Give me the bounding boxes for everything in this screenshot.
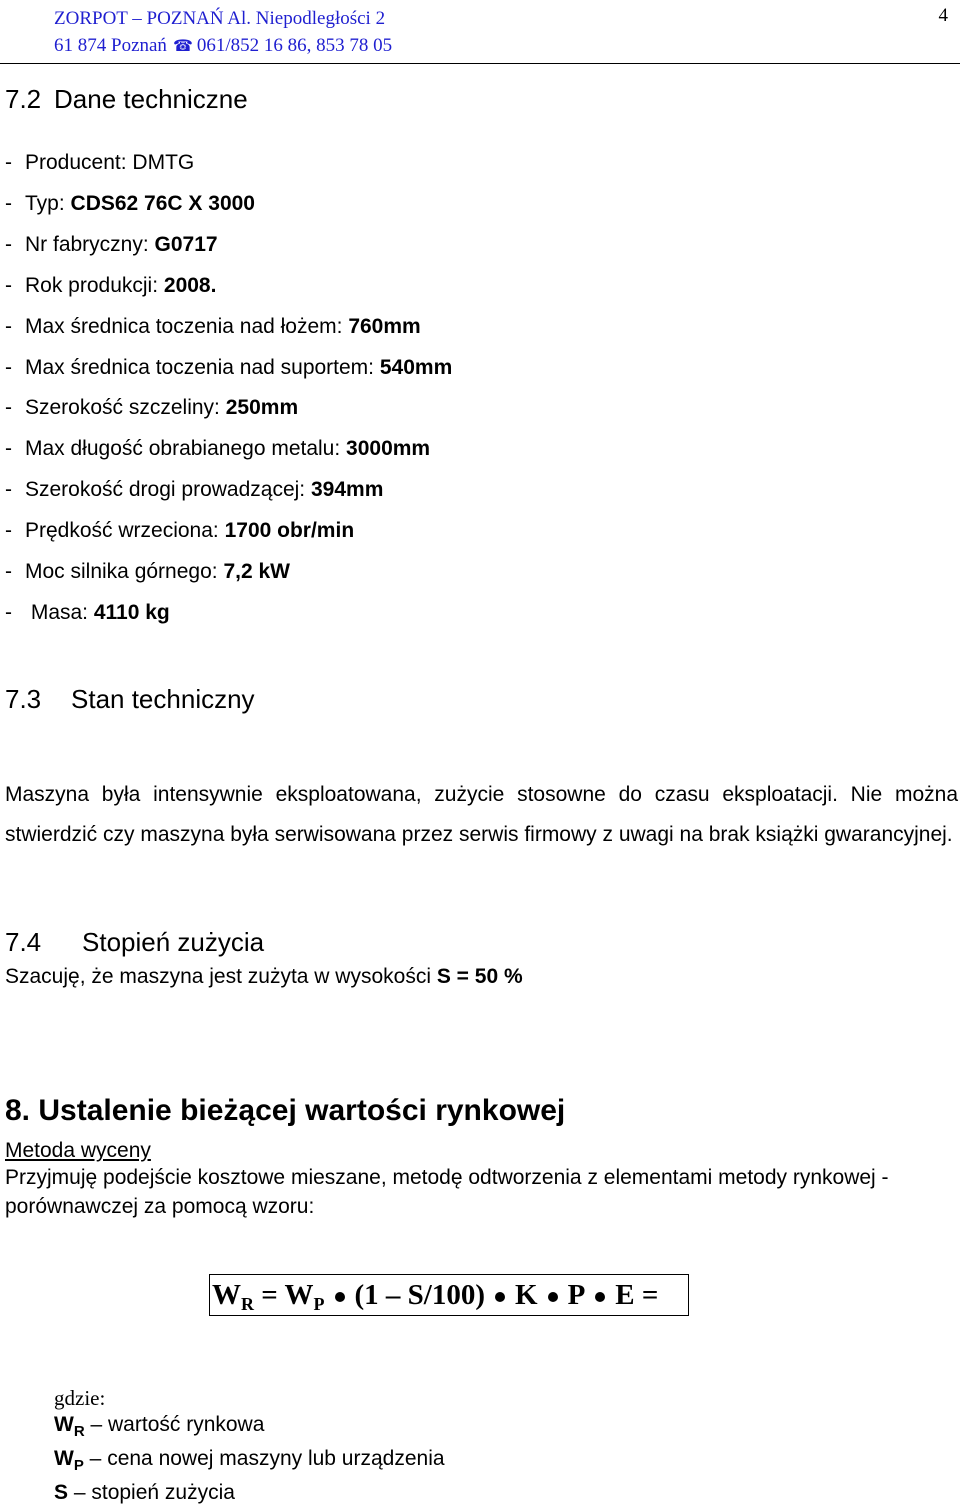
legend-intro: gdzie: <box>54 1386 106 1410</box>
spec-label: Max średnica toczenia nad łożem: <box>25 314 349 338</box>
list-dash: - <box>5 314 12 338</box>
formula-k: K <box>515 1279 538 1311</box>
spec-item <box>5 511 452 552</box>
list-dash: - <box>5 273 12 297</box>
spec-label: Rok produkcji: <box>25 273 164 297</box>
header-divider <box>0 63 960 64</box>
spec-value: 3000mm <box>346 437 431 461</box>
list-dash: - <box>5 519 12 543</box>
header-city: 61 874 Poznań <box>54 35 167 56</box>
formula-e: E = <box>615 1279 659 1311</box>
formula-sub-r: R <box>241 1294 254 1314</box>
section-title: Dane techniczne <box>54 84 248 114</box>
legend-symbol-subscript: R <box>73 1423 85 1441</box>
spec-item <box>5 143 452 184</box>
spec-label: Szerokość drogi prowadzącej: <box>25 478 311 502</box>
legend-symbol-letter: W <box>54 1447 74 1471</box>
section-7-2-heading <box>5 84 248 115</box>
list-dash: - <box>5 151 12 174</box>
method-intro-text: Przyjmuję podejście kosztowe mieszane, metodę odtworzenia z elementami metody rynkowej - porównawczej za pomocą wzoru: <box>5 1166 889 1218</box>
telephone-icon: ☎ <box>172 38 193 55</box>
spec-label: Szerokość szczeliny: <box>25 396 226 420</box>
legend-symbol <box>54 1413 85 1441</box>
spec-label: Max długość obrabianego metalu: <box>25 437 347 461</box>
spec-value: G0717 <box>154 232 218 256</box>
page-number: 4 <box>938 5 948 26</box>
section-number: 7.4 <box>5 927 42 957</box>
spec-label: Prędkość wrzeciona: <box>25 519 225 543</box>
formula-w: W <box>212 1279 241 1311</box>
list-dash: - <box>5 560 12 584</box>
technical-data-list <box>5 143 452 634</box>
spec-label: Max średnica toczenia nad suportem: <box>25 355 380 379</box>
header-company: ZORPOT – POZNAŃ Al. Niepodległości 2 <box>54 8 386 29</box>
list-dash: - <box>5 600 12 624</box>
spec-item <box>5 266 452 307</box>
list-dash: - <box>5 478 12 502</box>
wear-degree-text <box>5 965 523 989</box>
spec-label: Masa: <box>25 600 94 624</box>
spec-label: Producent: <box>25 151 133 174</box>
formula-sub-p: P <box>313 1294 325 1314</box>
spec-value: 2008. <box>163 273 217 297</box>
section-7-4-heading <box>5 927 264 958</box>
spec-value: 394mm <box>310 478 384 502</box>
legend-symbol <box>54 1481 68 1504</box>
spec-value: DMTG <box>132 151 195 174</box>
spec-item <box>5 225 452 266</box>
legend-symbol-letter: W <box>54 1413 74 1436</box>
formula-eq: = W <box>254 1279 314 1311</box>
section-number: 7.3 <box>5 684 42 714</box>
spec-value: 540mm <box>379 355 453 379</box>
legend-description: – stopień zużycia <box>68 1481 235 1505</box>
section-8-heading: 8. Ustalenie bieżącej wartości rynkowej <box>5 1094 566 1127</box>
bullet-dot <box>495 1292 505 1302</box>
spec-item <box>5 307 452 348</box>
header-contact <box>54 32 392 60</box>
technical-condition-text: Maszyna była intensywnie eksploatowana, zużycie stosowne do czasu eksploatacji. Nie można stwierdzić czy maszyna była serwisowana przez serwis firmowy z uwagi na brak książki gwarancyjnej. <box>5 783 958 846</box>
section-number: 7.2 <box>5 84 42 114</box>
list-dash: - <box>5 232 12 256</box>
spec-item <box>5 470 452 511</box>
spec-item <box>5 552 452 593</box>
legend-item <box>54 1445 445 1479</box>
legend-symbol-letter: S <box>54 1481 69 1505</box>
legend-symbol <box>54 1447 84 1475</box>
formula-legend <box>54 1411 445 1506</box>
spec-item <box>5 184 452 225</box>
spec-value: CDS62 76C X 3000 <box>70 191 255 215</box>
spec-value: 1700 obr/min <box>224 519 355 543</box>
list-dash: - <box>5 355 12 379</box>
spec-item <box>5 429 452 470</box>
legend-description: – wartość rynkowa <box>84 1413 265 1436</box>
list-dash: - <box>5 396 12 420</box>
spec-item <box>5 348 452 389</box>
formula-wear-factor: (1 – S/100) <box>354 1279 486 1311</box>
spec-value: 760mm <box>348 314 421 338</box>
method-label: Metoda wyceny <box>5 1139 151 1162</box>
bullet-dot <box>595 1292 605 1302</box>
section-title: Stopień zużycia <box>82 927 265 957</box>
legend-description: – cena nowej maszyny lub urządzenia <box>83 1447 445 1471</box>
spec-value: 4110 kg <box>93 600 170 624</box>
formula-p: P <box>567 1279 586 1311</box>
spec-value: 7,2 kW <box>223 560 290 584</box>
wear-degree-value: S = 50 % <box>436 965 523 988</box>
legend-item <box>54 1411 445 1445</box>
legend-item <box>54 1479 445 1506</box>
section-7-3-heading <box>5 684 255 715</box>
header-phone: 061/852 16 86, 853 78 05 <box>196 35 393 56</box>
page-header <box>54 5 392 60</box>
bullet-dot <box>548 1292 558 1302</box>
spec-label: Nr fabryczny: <box>25 232 155 256</box>
spec-value: 250mm <box>225 396 299 420</box>
section-title: Stan techniczny <box>71 684 255 714</box>
list-dash: - <box>5 191 12 215</box>
legend-symbol-subscript: P <box>73 1457 84 1475</box>
wear-degree-label: Szacuję, że maszyna jest zużyta w wysokości <box>5 965 437 988</box>
valuation-formula <box>209 1274 689 1316</box>
list-dash: - <box>5 437 12 461</box>
spec-label: Typ: <box>25 191 71 215</box>
spec-label: Moc silnika górnego: <box>25 560 224 584</box>
spec-item <box>5 593 452 634</box>
bullet-dot <box>335 1292 345 1302</box>
spec-item <box>5 388 452 429</box>
